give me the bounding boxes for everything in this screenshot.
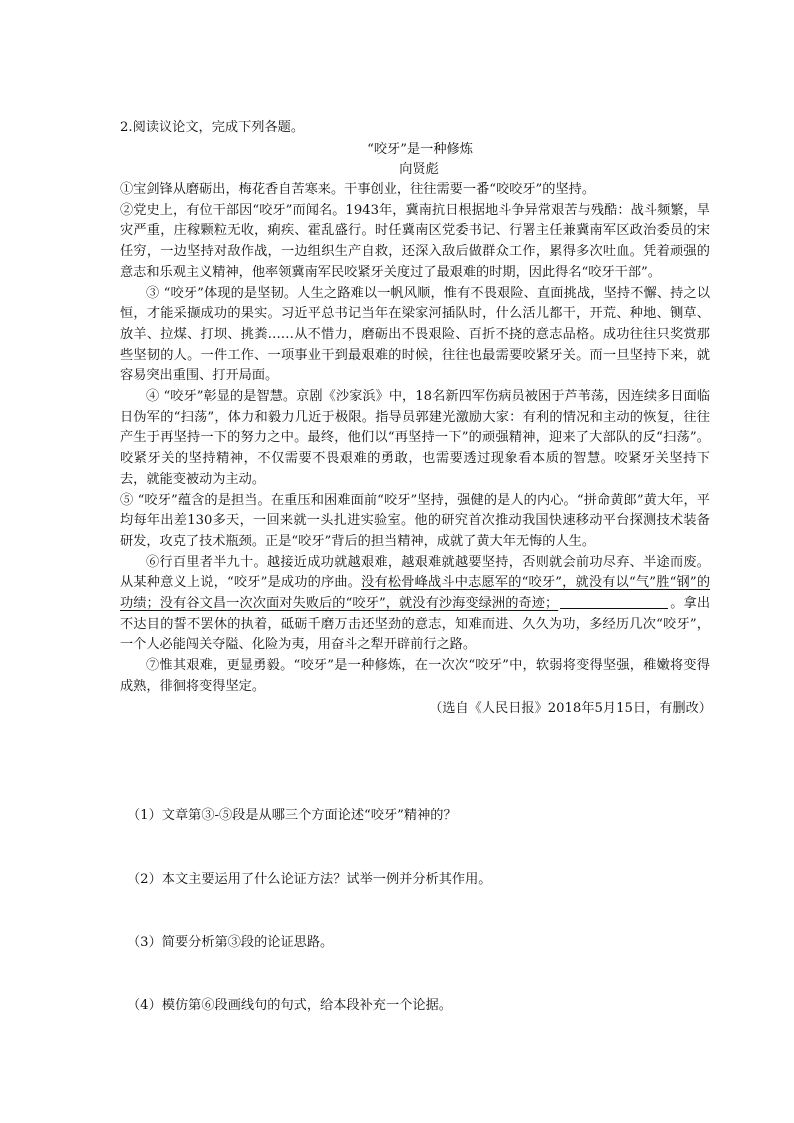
- paragraph-5: ⑤ “咬牙”蕴含的是担当。在重压和困难面前“咬牙”坚持，强健的是人的内心。“拼命黄郎”黄大年，平均每年出差130多天，一回来就一头扎进实验室。他的研究首次推动我国快速移动平台探测技术装备研发，攻克了技术瓶颈。正是“咬牙”背后的担当精神，成就了黄大年无悔的人生。: [120, 492, 710, 549]
- article-author: 向贤彪: [399, 162, 439, 177]
- reading-passage: [120, 118, 710, 719]
- question-1: （1）文章第③-⑤段是从哪三个方面论述“咬牙”精神的？: [127, 808, 457, 823]
- question-3: （3）简要分析第③段的论证思路。: [127, 935, 334, 950]
- paragraph-3: ③ “咬牙”体现的是坚韧。人生之路难以一帆风顺，惟有不畏艰险、直面挑战，坚持不懈、持之以恒，才能采撷成功的果实。习近平总书记当年在梁家河插队时，什么活儿都干，开荒、种地、铡草、放羊、拉煤、打坝、挑粪……从不惜力，磨砺出不畏艰险、百折不挠的意志品格。成功往往只奖赏那些坚韧的人。一件工作、一项事业干到最艰难的时候，往往也最需要咬紧牙关。而一旦坚持下来，就容易突出重围、打开局面。: [120, 285, 710, 384]
- paragraph-4: ④ “咬牙”彰显的是智慧。京剧《沙家浜》中，18名新四军伤病员被困于芦苇荡，因连续多日面临日伪军的“扫荡”，体力和毅力几近于极限。指导员郭建光激励大家：有利的情况和主动的恢复，往往产生于再坚持一下的努力之中。最终，他们以“再坚持一下”的顽强精神，迎来了大部队的反“扫荡”。咬紧牙关的坚持精神，不仅需要不畏艰难的勇敢，也需要透过现象看本质的智慧。咬紧牙关坚持下去，就能变被动为主动。: [120, 389, 710, 487]
- question-4: （4）模仿第⑥段画线句的句式，给本段补充一个论据。: [127, 998, 452, 1013]
- paragraph-2: ②党史上，有位干部因“咬牙”而闻名。1943年，冀南抗日根据地斗争异常艰苦与残酷：战斗频繁，旱灾严重，庄稼颗粒无收，痢疾、霍乱盛行。时任冀南区党委书记、行署主任兼冀南军区政治委员的宋任穷，一边坚持对敌作战，一边组织生产自救，还深入敌后做群众工作，累得多次吐血。凭着顽强的意志和乐观主义精神，他率领冀南军民咬紧牙关度过了最艰难的时期，因此得名“咬牙干部”。: [120, 202, 710, 280]
- paragraph-7: ⑦惟其艰难，更显勇毅。“咬牙”是一种修炼，在一次次“咬牙”中，软弱将变得坚强，稚嫩将变得成熟，徘徊将变得坚定。: [120, 658, 710, 694]
- question-2: （2）本文主要运用了什么论证方法？试举一例并分析其作用。: [127, 872, 492, 887]
- question-intro: 2.阅读议论文，完成下列各题。: [120, 120, 305, 135]
- paragraph-6: [120, 553, 710, 657]
- fill-in-blank[interactable]: [560, 594, 668, 609]
- paragraph-6-text: ⑥行百里者半九十。越接近成功就越艰难，越艰难就越要坚持，否则就会前功尽弃、半途而废。从某种意义上说，“咬牙”是成功的序曲。: [120, 554, 710, 591]
- article-title: “咬牙”是一种修炼: [367, 142, 473, 157]
- source-citation: （选自《人民日报》2018年5月15日，有删改）: [429, 700, 712, 716]
- paragraph-1: ①宝剑锋从磨砺出，梅花香自苦寒来。干事创业，往往需要一番“咬咬牙”的坚持。: [120, 182, 596, 197]
- underlined-sentence: 没有松骨峰战斗中志愿军的“咬牙”，就没有以“气”胜“钢”的功绩；没有谷文昌一次次面对失败后的“咬牙”，就没有沙海变绿洲的奇迹；: [120, 575, 711, 612]
- paragraph-6-continuation: 。拿出不达目的誓不罢休的执着，砥砺千磨万击还坚劲的意志，知难而进、久久为功，多经历几次“咬牙”，一个人必能闯关夺隘、化险为夷，用奋斗之犁开辟前行之路。: [120, 596, 711, 653]
